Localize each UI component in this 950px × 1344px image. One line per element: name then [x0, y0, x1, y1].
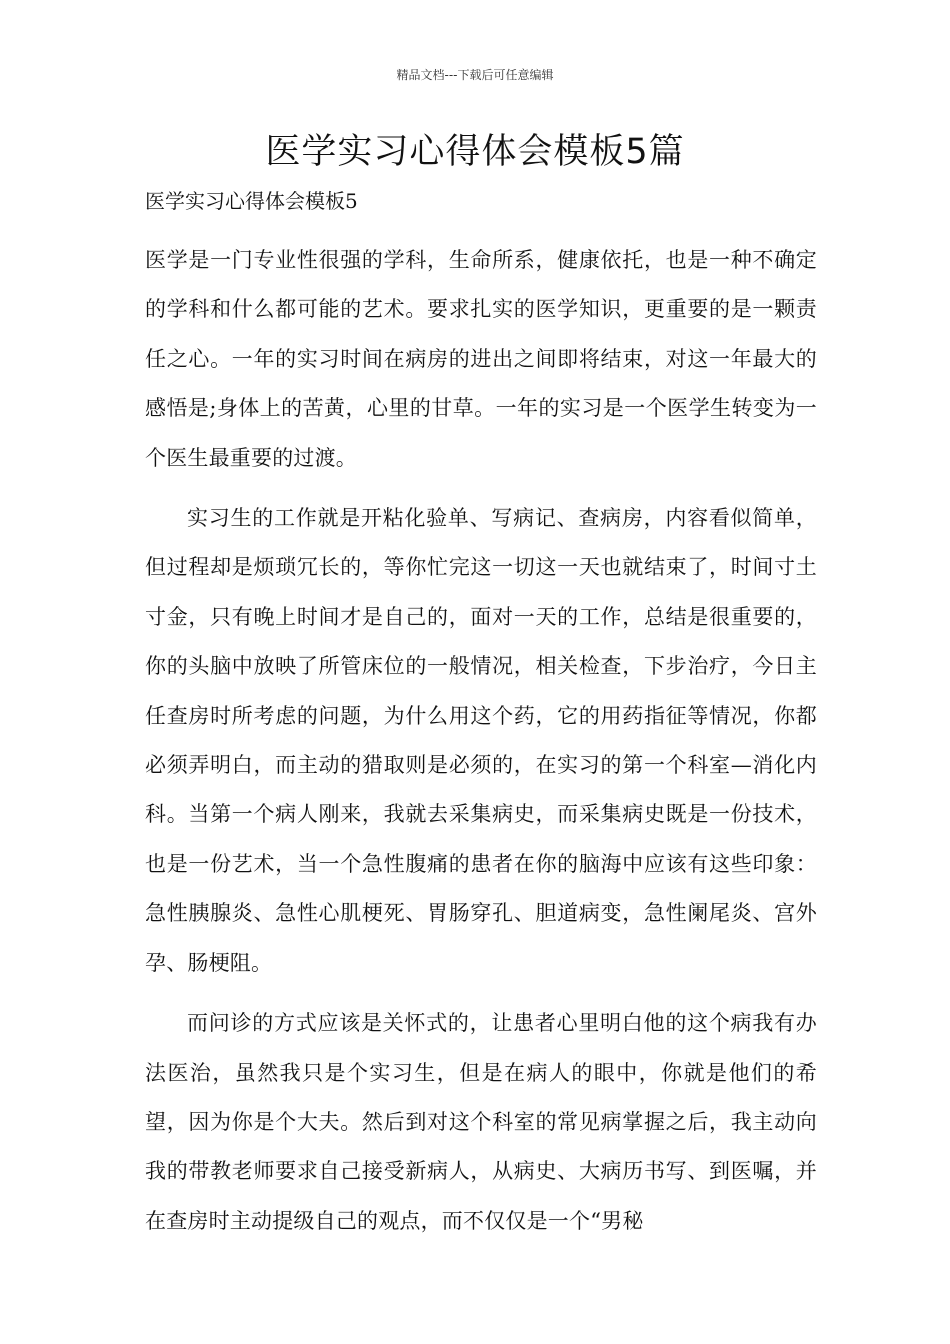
paragraph-3: 而问诊的方式应该是关怀式的，让患者心里明白他的这个病我有办法医治，虽然我只是个实习生，但是在病人的眼中，你就是他们的希望，因为你是个大夫。然后到对这个科室的常见病掌握之后，我主动向我的带教老师要求自己接受新病人，从病史、大病历书写、到医嘱，并在查房时主动提级自己的观点，而不仅仅是一个“男秘 [145, 1011, 817, 1233]
paragraph-2: 实习生的工作就是开粘化验单、写病记、查病房，内容看似简单，但过程却是烦琐冗长的，等你忙完这一切这一天也就结束了，时间寸土寸金，只有晚上时间才是自己的，面对一天的工作，总结是很重要的，你的头脑中放映了所管床位的一般情况，相关检查，下步治疗，今日主任查房时所考虑的问题，为什么用这个药，它的用药指征等情况，你都必须弄明白，而主动的猎取则是必须的，在实习的第一个科室—消化内科。当第一个病人刚来，我就去采集病史，而采集病史既是一份技术，也是一份艺术，当一个急性腹痛的患者在你的脑海中应该有这些印象：急性胰腺炎、急性心肌梗死、胃肠穿孔、胆道病变，急性阑尾炎、宫外孕、肠梗阻。 [145, 506, 817, 975]
document-subtitle: 医学实习心得体会模板5 [145, 189, 358, 213]
document-body [145, 236, 817, 1246]
document-title: 医学实习心得体会模板5篇 [265, 132, 685, 172]
paragraph-1: 医学是一门专业性很强的学科，生命所系，健康依托，也是一种不确定的学科和什么都可能的艺术。要求扎实的医学知识，更重要的是一颗责任之心。一年的实习时间在病房的进出之间即将结束，对这一年最大的感悟是;身体上的苦黄，心里的甘草。一年的实习是一个医学生转变为一个医生最重要的过渡。 [145, 248, 817, 470]
header-note: 精品文档---下载后可任意编辑 [396, 68, 554, 82]
